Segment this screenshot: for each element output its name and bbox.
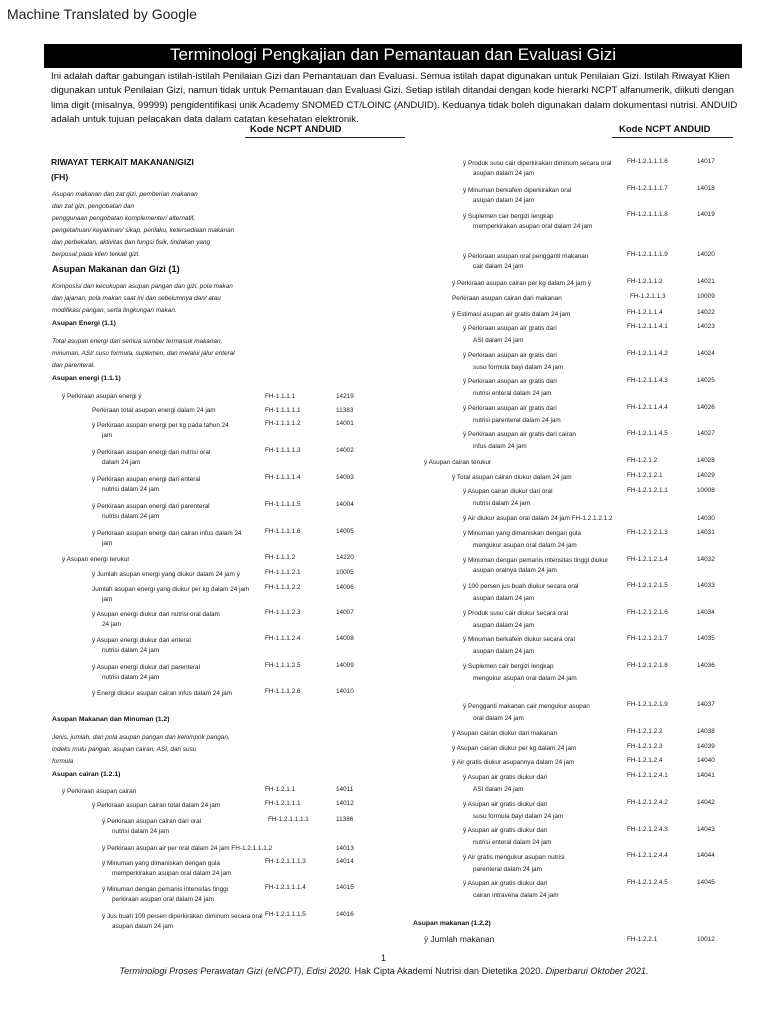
term-text: asupan dalam 24 jam: [473, 170, 535, 177]
term-text: FH-1.2.1.2.1.7: [627, 635, 668, 642]
term-text: ÿ Estimasi asupan air gratis dalam 24 jam: [452, 311, 571, 318]
term-text: 14016: [336, 911, 354, 918]
term-text: ÿ Perkiraan asupan energi dari nutrisi oral: [92, 449, 211, 456]
term-text: ÿ Perkiraan asupan air gratis dari: [463, 352, 557, 359]
term-text: FH-1.2.1.2.1.8: [627, 662, 668, 669]
term-text: asupan dalam 24 jam: [473, 648, 535, 655]
term-text: Perkiraan asupan cairan dari makanan: [452, 295, 562, 302]
term-text: 14012: [336, 800, 354, 807]
term-text: 14004: [336, 501, 354, 508]
term-text: FH-1.2.1.1.1.6: [627, 158, 668, 165]
term-text: 24 jam: [102, 621, 122, 628]
term-text: FH-1.2.1.2.1.5: [627, 582, 668, 589]
term-text: nutrisi dalam 24 jam: [473, 500, 531, 507]
term-text: ÿ Perkiraan asupan energi dari parenteral: [92, 503, 210, 510]
term-text: mengukur asupan oral dalam 24 jam: [473, 542, 577, 549]
term-text: FH-1.2.1.1.4.1: [627, 323, 668, 330]
term-text: 14026: [697, 404, 715, 411]
term-text: FH-1.2.1.2.1.6: [627, 609, 668, 616]
section-heading: Asupan Makanan dan Minuman (1.2): [52, 716, 170, 723]
term-text: 14220: [336, 554, 354, 561]
term-text: ÿ Minuman dengan pemanis intensitas tinggi diukur: [463, 557, 609, 564]
term-text: Total asupan energi dari semua sumber termasuk makanan,: [52, 338, 223, 345]
term-text: ÿ Minuman berkafein diperkirakan oral: [463, 187, 572, 194]
term-text: 11386: [336, 816, 354, 823]
term-text: dalam 24 jam: [102, 459, 141, 466]
term-text: 11383: [336, 407, 354, 414]
term-text: ÿ Jumlah makanan: [424, 934, 495, 944]
term-text: penggunaan pengobatan komplementer/ alternatif,: [52, 215, 196, 222]
term-text: 14021: [697, 278, 715, 285]
term-text: ÿ Energi diukur asupan cairan infus dalam 24 jam: [92, 690, 232, 697]
term-text: dan jajanan, pola makan saat ini dan sebelumnya dan/ atau: [52, 295, 221, 302]
term-text: ÿ Produk susu cair diperkirakan diminum secara oral: [463, 160, 612, 167]
term-text: 14040: [697, 757, 715, 764]
term-text: FH-1.1.1.1.5: [265, 501, 301, 508]
term-text: FH-1.2.1.1.1.8: [627, 211, 668, 218]
term-text: oral dalam 24 jam: [473, 715, 524, 722]
term-text: asupan dalam 24 jam: [473, 197, 535, 204]
term-text: ÿ Perkiraan asupan cairan per kg dalam 24 jam ÿ: [452, 280, 591, 287]
term-text: ÿ Minuman dengan pemanis intensitas tinggi: [102, 886, 229, 893]
column-header-left: Kode NCPT ANDUID: [250, 124, 342, 135]
term-text: ÿ Air gratis diukur asupannya dalam 24 jam: [452, 759, 575, 766]
term-text: ÿ Asupan energi diukur dari enteral: [92, 637, 191, 644]
section-heading: (FH): [51, 172, 69, 182]
term-text: mengukur asupan oral dalam 24 jam: [473, 675, 577, 682]
term-text: 14034: [697, 609, 715, 616]
term-text: dan parenteral.: [52, 362, 95, 369]
term-text: 10005: [336, 569, 354, 576]
page-title: Terminologi Pengkajian dan Pemantauan dan Evaluasi Gizi: [169, 45, 617, 64]
term-text: nutrisi dalam 24 jam: [112, 828, 170, 835]
term-text: 14042: [697, 799, 715, 806]
term-text: FH-1.2.1.1.1.4: [265, 884, 306, 891]
term-text: FH-1.2.1.2.1.3: [627, 529, 668, 536]
term-text: 14018: [697, 185, 715, 192]
term-text: cair dalam 24 jam: [473, 263, 524, 270]
term-text: nutrisi enteral dalam 24 jam: [473, 390, 552, 397]
term-text: ÿ Pengganti makanan cair mengukur asupan: [463, 703, 590, 710]
term-text: 14015: [336, 884, 354, 891]
section-heading: Asupan Makanan dan Gizi (1): [52, 264, 180, 274]
term-text: memperkirakan asupan oral dalam 24 jam: [112, 870, 232, 877]
term-text: nutrisi dalam 24 jam: [102, 513, 160, 520]
term-text: FH-1.2.1.2.1.4: [627, 556, 668, 563]
term-text: ASI dalam 24 jam: [473, 337, 524, 344]
term-text: FH-1.2.1.1.1.7: [627, 185, 668, 192]
term-text: 14028: [697, 457, 715, 464]
term-text: ÿ Total asupan cairan diukur dalam 24 jam: [452, 474, 572, 481]
term-text: 10008: [697, 487, 715, 494]
term-text: 14037: [697, 701, 715, 708]
term-text: 14001: [336, 420, 354, 427]
term-text: ÿ Perkiraan asupan air gratis dari: [463, 325, 557, 332]
term-text: ÿ Asupan cairan terukur: [424, 459, 492, 466]
term-text: FH-1.2.1.1: [265, 786, 296, 793]
term-text: FH-1.2.1.2.4.5: [627, 879, 668, 886]
term-text: nutrisi dalam 24 jam: [102, 647, 160, 654]
term-text: FH-1.2.1.1.4: [627, 309, 663, 316]
term-text: perkiraan asupan oral dalam 24 jam: [112, 896, 214, 903]
term-text: ÿ 100 persen jus buah diukur secara oral: [463, 583, 579, 590]
term-text: FH-1.2.1.2.1: [627, 472, 663, 479]
term-text: ÿ Perkiraan asupan cairan: [62, 788, 137, 795]
term-text: ÿ Asupan cairan diukur dari makanan: [452, 730, 558, 737]
term-text: 14002: [336, 447, 354, 454]
term-text: 14005: [336, 528, 354, 535]
term-text: 14013: [336, 845, 354, 852]
term-text: dan zat gizi, pengobatan dan: [52, 203, 135, 210]
term-text: ÿ Perkiraan asupan air gratis dari: [463, 405, 557, 412]
machine-translated-label: Machine Translated by Google: [7, 6, 197, 22]
term-text: 14010: [336, 688, 354, 695]
term-text: FH-1.2.1.1.1.3: [265, 858, 306, 865]
term-text: 14031: [697, 529, 715, 536]
term-text: parenteral dalam 24 jam: [473, 866, 542, 873]
term-text: FH-1.1.1.1: [265, 393, 296, 400]
term-text: 14219: [336, 393, 354, 400]
term-text: 14036: [697, 662, 715, 669]
term-text: jam: [102, 596, 113, 603]
title-bar: [44, 44, 742, 68]
term-text: ÿ Suplemen cair bergizi lengkap: [463, 663, 554, 670]
term-text: 14043: [697, 826, 715, 833]
term-text: indeks mutu pangan, asupan cairan, ASI, dan susu: [52, 746, 197, 753]
term-text: FH-1.2.1.1.1.9: [627, 251, 668, 258]
term-text: 14020: [697, 251, 715, 258]
term-text: nutrisi dalam 24 jam: [102, 486, 160, 493]
term-text: FH-1.2.1.1.4.5: [627, 430, 668, 437]
term-text: 14023: [697, 323, 715, 330]
term-text: FH-1.1.1.2.1: [265, 569, 301, 576]
term-text: ÿ Jus buah 100 persen diperkirakan diminum secara oral: [102, 913, 263, 920]
term-text: ÿ Perkiraan asupan air per oral dalam 24 jam FH-1.2.1.1.1.2: [102, 845, 273, 852]
term-text: FH-1.2.1.2.4: [627, 757, 663, 764]
page-number: 1: [381, 953, 387, 963]
term-text: asupan oralnya dalam 24 jam: [473, 567, 557, 574]
column-header-left-rule: [245, 137, 405, 138]
term-text: FH-1.2.1.2.3: [627, 743, 663, 750]
footer-updated: Diperbarui Oktober 2021.: [545, 966, 649, 976]
term-text: nutrisi parenteral dalam 24 jam: [473, 417, 561, 424]
term-text: FH-1.1.1.2.6: [265, 688, 301, 695]
term-text: Komposisi dan kecukupan asupan pangan dan gizi, pola makan: [52, 283, 233, 290]
term-text: nutrisi dalam 24 jam: [102, 674, 160, 681]
term-text: 14041: [697, 772, 715, 779]
term-text: FH-1.1.1.1.3: [265, 447, 301, 454]
term-text: berpusat pada klien terkait gizi.: [52, 251, 141, 258]
column-header-right-rule: [612, 137, 733, 138]
term-text: 14007: [336, 609, 354, 616]
term-text: 14038: [697, 728, 715, 735]
term-text: FH-1.1.1.1.1: [265, 407, 301, 414]
term-text: ÿ Perkiraan asupan energi ÿ: [62, 393, 142, 400]
term-text: ÿ Asupan energi diukur dari nutrisi oral dalam: [92, 611, 220, 618]
term-text: 10012: [697, 936, 715, 943]
term-text: 14029: [697, 472, 715, 479]
term-text: 14035: [697, 635, 715, 642]
term-text: ÿ Asupan air gratis diukur dari: [463, 774, 548, 781]
term-text: ÿ Air diukur asupan oral dalam 24 jam FH-1.2.1.2.1.2: [463, 515, 613, 522]
term-text: ÿ Suplemen cair bergizi lengkap: [463, 213, 554, 220]
term-text: asupan dalam 24 jam: [112, 923, 174, 930]
term-text: 10009: [697, 293, 715, 300]
term-text: Jenis, jumlah, dan pola asupan pangan dan kelompok pangan,: [52, 734, 230, 741]
term-text: ÿ Asupan cairan diukur dari oral: [463, 488, 553, 495]
section-heading: Asupan energi (1.1.1): [52, 375, 121, 382]
term-text: Asupan makanan dan zat gizi, pemberian makanan: [52, 191, 198, 198]
term-text: FH-1.2.1.2.4.1: [627, 772, 668, 779]
term-text: FH-1.1.1.1.2: [265, 420, 301, 427]
term-text: FH-1.2.1.1.4.4: [627, 404, 668, 411]
term-text: 14014: [336, 858, 354, 865]
term-text: FH-1.2.1.1.3: [630, 293, 666, 300]
term-text: ÿ Asupan air gratis diukur dari: [463, 880, 548, 887]
term-text: FH-1.1.1.2: [265, 554, 296, 561]
term-text: ÿ Asupan air gratis diukur dari: [463, 827, 548, 834]
term-text: ÿ Perkiraan asupan energi dari enteral: [92, 476, 201, 483]
term-text: jam: [102, 432, 113, 439]
term-text: ÿ Perkiraan asupan air gratis dari cairan: [463, 431, 576, 438]
intro-paragraph: Ini adalah daftar gabungan istilah-istilah Penilaian Gizi dan Pemantauan dan Evaluasi. Semua istilah dapat digunakan untuk Penilaian Gizi. Istilah Riwayat Klien digunakan untuk Penilaian Gizi, namun tidak untuk Pemantauan dan Evaluasi Gizi. Setiap istilah ditandai dengan kode hierarki NCPT alfanumerik, diikuti dengan lima digit (misalnya, 99999) pengidentifikasi unik Academy SNOMED CT/LOINC (ANDUID). Keduanya tidak boleh digunakan dalam dokumentasi nutrisi. ANDUID adalah untuk tujuan pelacakan data dalam catatan kesehatan elektronik.: [51, 71, 738, 125]
term-text: ÿ Asupan energi diukur dari parenteral: [92, 664, 200, 671]
term-text: FH-1.2.1.2.4.4: [627, 852, 668, 859]
term-text: ÿ Perkiraan asupan oral pengganti makanan: [463, 253, 589, 260]
term-text: ÿ Perkiraan asupan energi dari cairan infus dalam 24: [92, 530, 242, 537]
term-text: 14009: [336, 662, 354, 669]
term-text: formula: [52, 758, 74, 765]
term-text: ÿ Asupan cairan diukur per kg dalam 24 jam: [452, 745, 577, 752]
term-text: 14008: [336, 635, 354, 642]
term-text: 14025: [697, 377, 715, 384]
term-text: ÿ Perkiraan asupan cairan total dalam 24 jam: [92, 802, 221, 809]
term-text: ÿ Minuman yang dimaniskan dengan gula: [463, 530, 581, 537]
term-text: asupan dalam 24 jam: [473, 595, 535, 602]
term-text: FH-1.2.1.2.4.2: [627, 799, 668, 806]
term-text: 14022: [697, 309, 715, 316]
term-text: Perkiraan total asupan energi dalam 24 jam: [92, 407, 216, 414]
term-text: FH-1.2.1.2: [627, 457, 658, 464]
term-text: ÿ Minuman yang dimaniskan dengan gula: [102, 860, 220, 867]
term-text: FH-1.2.1.1.4.2: [627, 350, 668, 357]
term-text: 14027: [697, 430, 715, 437]
term-text: FH-1.2.2.1: [627, 936, 658, 943]
term-text: 14017: [697, 158, 715, 165]
term-text: FH-1.2.1.2.1.9: [627, 701, 668, 708]
term-text: FH-1.1.1.2.3: [265, 609, 301, 616]
section-heading: Asupan makanan (1.2.2): [413, 920, 491, 927]
term-text: Jumlah asupan energi yang diukur per kg dalam 24 jam: [92, 586, 250, 593]
term-text: ÿ Jumlah asupan energi yang diukur dalam 24 jam ÿ: [92, 571, 240, 578]
footer-citation: Terminologi Proses Perawatan Gizi (eNCPT), Edisi 2020.: [119, 966, 352, 976]
term-text: FH-1.1.1.1.6: [265, 528, 301, 535]
term-text: dan perbekalan, aktivitas dan fungsi fisik, tindakan yang: [52, 239, 211, 246]
section-heading: Asupan Energi (1.1): [52, 320, 116, 327]
term-text: susu formula bayi dalam 24 jam: [473, 813, 564, 820]
section-heading: RIWAYAT TERKAIT MAKANAN/GIZI: [51, 157, 194, 167]
term-text: 14006: [336, 584, 354, 591]
footer-copyright: Hak Cipta Akademi Nutrisi dan Dietetika 2020.: [351, 966, 546, 976]
term-text: FH-1.1.1.2.2: [265, 584, 301, 591]
term-text: 14032: [697, 556, 715, 563]
footer: [0, 966, 768, 976]
term-text: FH-1.2.1.1.1.5: [265, 911, 306, 918]
term-text: FH-1.2.1.1.1: [265, 800, 301, 807]
term-text: ASI dalam 24 jam: [473, 786, 524, 793]
term-text: FH-1.2.1.2.2: [627, 728, 663, 735]
term-text: jam: [102, 540, 113, 547]
term-text: 14030: [697, 515, 715, 522]
term-text: minuman, ASI/ susu formula, suplemen, dan melalui jalur enteral: [52, 350, 235, 357]
term-text: infus dalam 24 jam: [473, 443, 527, 450]
term-text: asupan dalam 24 jam: [473, 622, 535, 629]
term-text: ÿ Perkiraan asupan energi per kg pada tahun 24: [92, 422, 229, 429]
term-text: FH-1.2.1.1.2: [627, 278, 663, 285]
term-text: 14011: [336, 786, 354, 793]
term-text: FH-1.2.1.1.4.3: [627, 377, 668, 384]
section-heading: Asupan cairan (1.2.1): [52, 771, 121, 778]
column-header-right: Kode NCPT ANDUID: [619, 124, 711, 135]
term-text: cairan intravena dalam 24 jam: [473, 892, 559, 899]
term-text: FH-1.1.1.2.5: [265, 662, 301, 669]
term-text: ÿ Asupan air gratis diukur dari: [463, 801, 548, 808]
term-text: pengetahuan/ keyakinan/ sikap, perilaku, ketersediaan makanan: [52, 227, 235, 234]
term-text: ÿ Perkiraan asupan cairan dari oral: [102, 818, 202, 825]
term-text: nutrisi enteral dalam 24 jam: [473, 839, 552, 846]
term-text: modifikasi pangan, serta lingkungan makan.: [52, 307, 177, 314]
term-text: susu formula bayi dalam 24 jam: [473, 364, 564, 371]
term-text: 14045: [697, 879, 715, 886]
term-text: 14003: [336, 474, 354, 481]
term-text: ÿ Produk susu cair diukur secara oral: [463, 610, 569, 617]
term-text: memperkirakan asupan oral dalam 24 jam: [473, 223, 593, 230]
term-text: 14033: [697, 582, 715, 589]
term-text: FH-1.1.1.1.4: [265, 474, 301, 481]
term-text: ÿ Perkiraan asupan air gratis dari: [463, 378, 557, 385]
term-text: 14024: [697, 350, 715, 357]
term-text: ÿ Asupan energi terukur: [62, 556, 130, 563]
term-text: ÿ Air gratis mengukur asupan nutrisi: [463, 854, 565, 861]
term-text: FH-1.2.1.2.4.3: [627, 826, 668, 833]
term-text: 14019: [697, 211, 715, 218]
term-text: FH-1.1.1.2.4: [265, 635, 301, 642]
term-text: 14044: [697, 852, 715, 859]
term-text: FH-1.2.1.2.1.1: [627, 487, 668, 494]
term-text: ÿ Minuman berkafein diukur secara oral: [463, 636, 575, 643]
term-text: 14039: [697, 743, 715, 750]
term-text: FH-1.2.1.1.1.1: [268, 816, 309, 823]
